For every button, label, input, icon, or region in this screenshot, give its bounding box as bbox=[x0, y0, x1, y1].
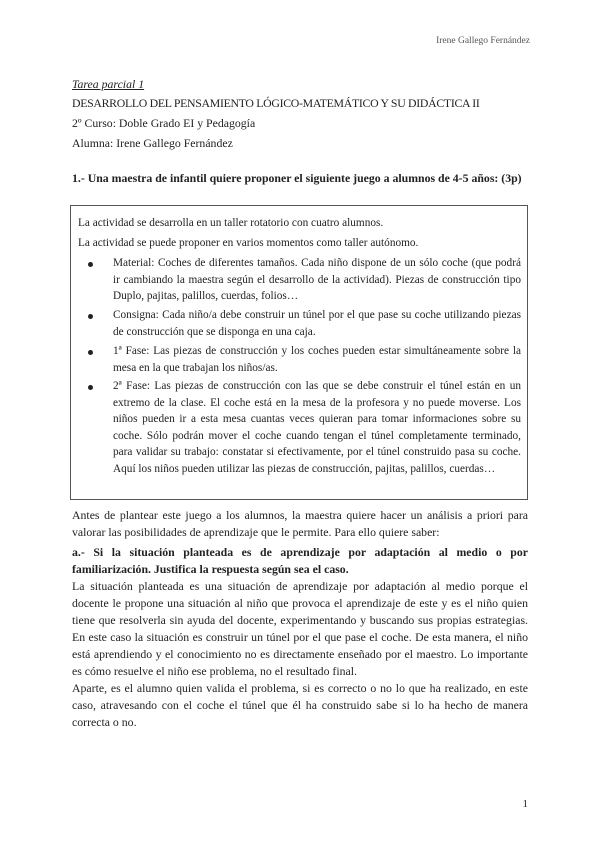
bullet-fase-2: 2ª Fase: Las piezas de construcción con las que se debe construir el túnel están en un extremo de la clase. El coche está en la mesa de la profesora y no puede moverse. Los niños pueden ir a esta mesa cuantas veces quieran para tomar informaciones sobre su coche. Sólo podrán mover el coche cuando tengan el túnel completamente terminado, para validar su trabajo: constatar si efectivamente, por el túnel construido pasa su coche. Aquí los niños pueden utilizar las piezas de construcción, pajitas, palillos, cuerdas… bbox=[113, 380, 521, 475]
course-line: 2º Curso: Doble Grado EI y Pedagogía bbox=[72, 116, 256, 130]
bullet-consigna: Consigna: Cada niño/a debe construir un túnel por el que pase su coche utilizando piezas de construcción que se disponga en una caja. bbox=[113, 309, 521, 338]
page-header-author: Irene Gallego Fernández bbox=[436, 36, 530, 46]
bullet-material: Material: Coches de diferentes tamaños. Cada niño dispone de un sólo coche (que podrá ir cambiando la maestra según el desarrollo de la actividad). Piezas de construcción tipo Duplo, pajitas, palillos, cuerdas, folios… bbox=[113, 257, 521, 302]
question-1: 1.- Una maestra de infantil quiere proponer el siguiente juego a alumnos de 4-5 años: (3p) bbox=[72, 171, 522, 185]
intro-analysis: Antes de plantear este juego a los alumnos, la maestra quiere hacer un análisis a priori para valorar las posibilidades de aprendizaje que le permite. Para ello quiere saber: bbox=[72, 508, 528, 539]
subject-title: DESARROLLO DEL PENSAMIENTO LÓGICO-MATEMÁTICO Y SU DIDÁCTICA II bbox=[72, 96, 480, 110]
box-line-2: La actividad se puede proponer en varios momentos como taller autónomo. bbox=[78, 237, 419, 249]
bullet-dot bbox=[88, 385, 93, 390]
page-number: 1 bbox=[522, 798, 528, 810]
bullet-fase-1: 1ª Fase: Las piezas de construcción y los coches pueden estar simultáneamente sobre la mesa en la que trabajan los niños/as. bbox=[113, 345, 521, 374]
student-line: Alumna: Irene Gallego Fernández bbox=[72, 136, 233, 150]
bullet-dot bbox=[88, 350, 93, 355]
answer-paragraph-1: La situación planteada es una situación de aprendizaje por adaptación al medio porque el docente le propone una situación al niño que provoca el aprendizaje de este y es el niño quien tiene que resolverla sin ayuda del docente, experimentando y buscando sus propias estrategias. En este caso la situación es construir un túnel por el que pase el coche. De esta manera, el niño está aprendiendo y el conocimiento no es directamente enseñado por el maestro. Lo importante es cómo resuelve el niño ese problema, no el resultado final. bbox=[72, 579, 528, 678]
bullet-dot bbox=[88, 314, 93, 319]
answer-paragraph-2: Aparte, es el alumno quien valida el problema, si es correcto o no lo que ha realizado, en este caso, atravesando con el coche el túnel que él ha construido sabe si lo ha hecho de manera correcta o no. bbox=[72, 681, 528, 729]
task-title: Tarea parcial 1 bbox=[72, 77, 145, 91]
bullet-dot bbox=[88, 262, 93, 267]
box-line-1: La actividad se desarrolla en un taller rotatorio con cuatro alumnos. bbox=[78, 217, 384, 229]
question-a: a.- Si la situación planteada es de aprendizaje por adaptación al medio o por familiarización. Justifica la respuesta según sea el caso. bbox=[72, 545, 528, 576]
